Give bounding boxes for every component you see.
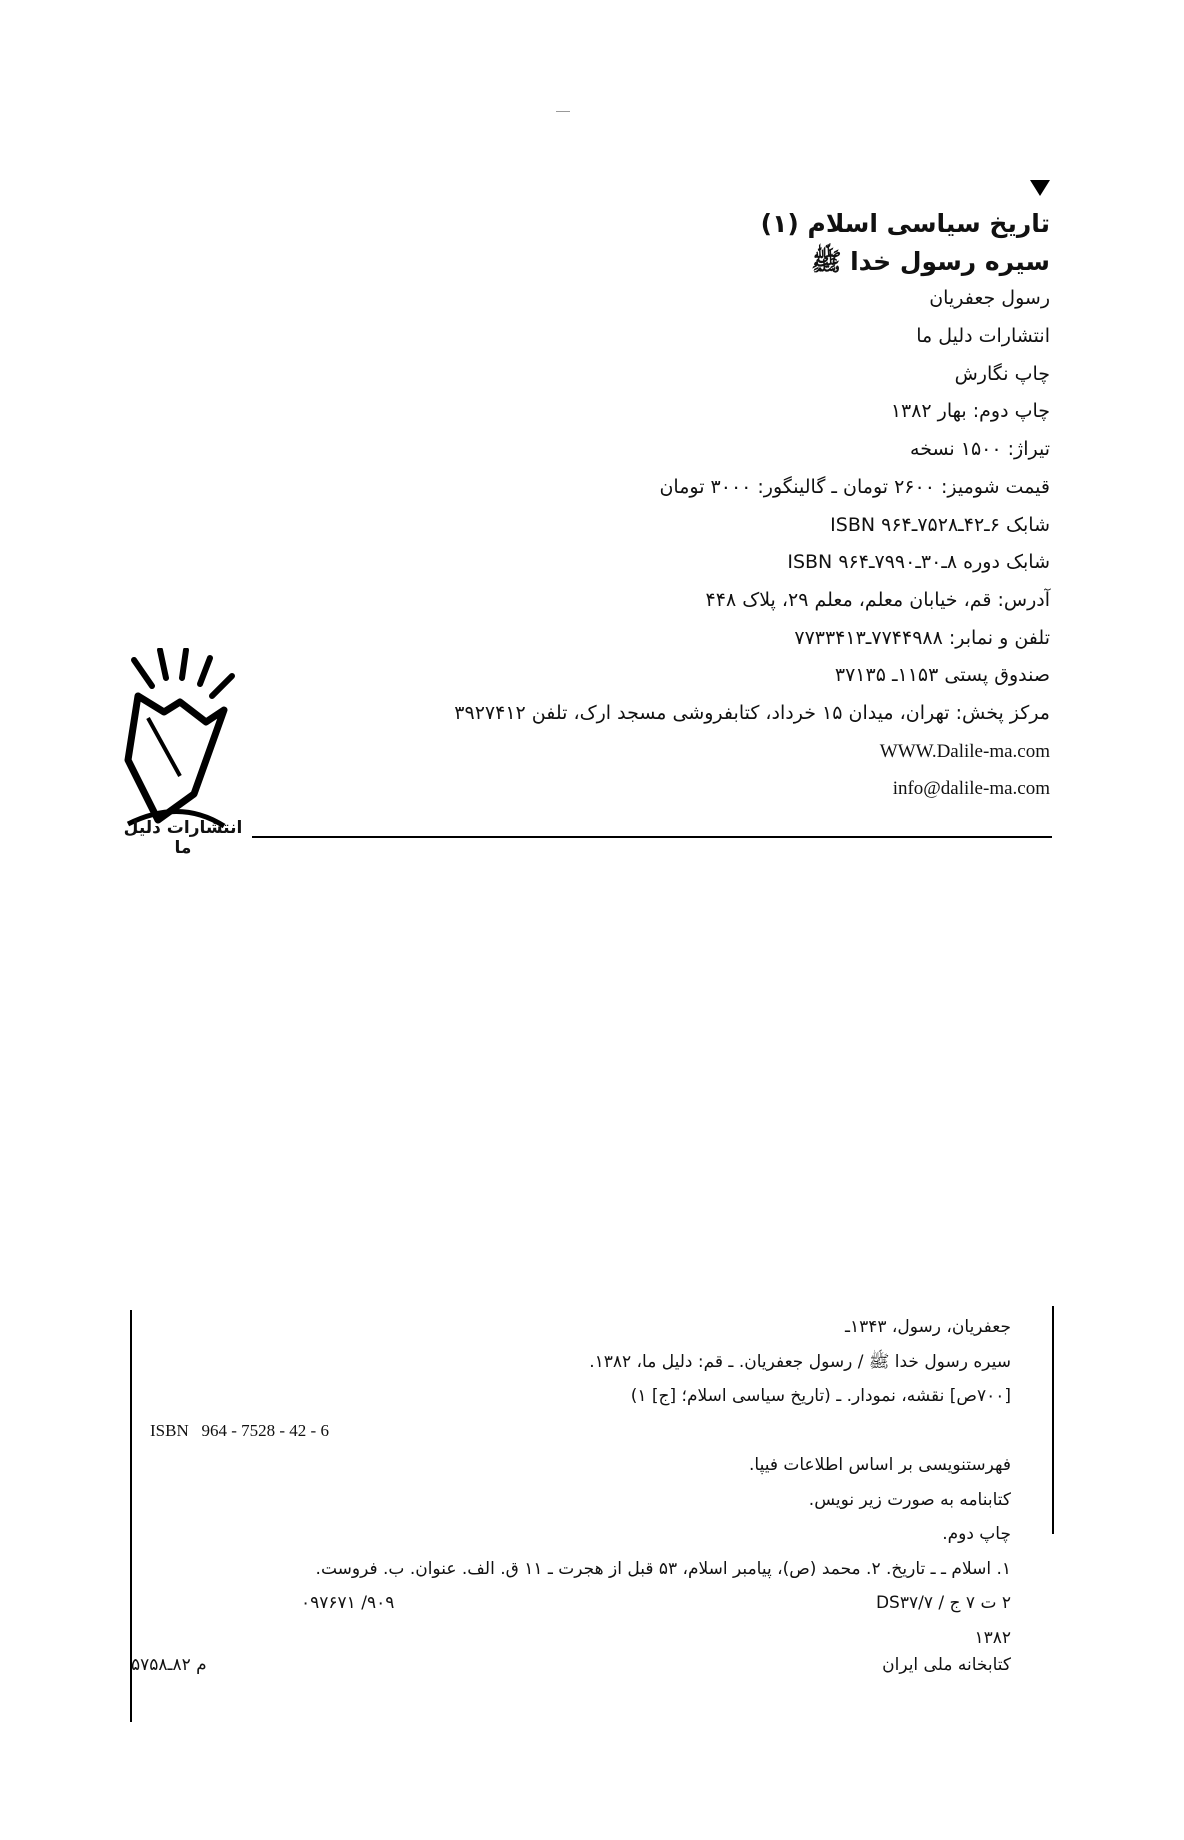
record-number: م ۸۲ـ۵۷۵۸	[131, 1655, 207, 1675]
book-title: تاریخ سیاسی اسلام (۱)	[760, 209, 1050, 238]
isbn-volume: شابک ۶ـ۴۲ـ۷۵۲۸ـ۹۶۴ ISBN	[830, 513, 1050, 536]
printer: چاپ نگارش	[954, 362, 1050, 385]
distribution-center: مرکز پخش: تهران، میدان ۱۵ خرداد، کتابفروشی مسجد ارک، تلفن ۳۹۲۷۴۱۲	[454, 701, 1050, 724]
address: آدرس: قم، خیابان معلم، معلم ۲۹، پلاک ۴۴۸	[705, 588, 1050, 611]
phone: تلفن و نمابر: ۷۷۴۴۹۸۸ـ۷۷۳۳۴۱۳	[794, 626, 1050, 649]
email-link[interactable]: info@dalile-ma.com	[892, 778, 1050, 800]
catalog-subjects: ۱. اسلام ـ ـ تاریخ. ۲. محمد (ص)، پیامبر اسلام، ۵۳ قبل از هجرت ـ ۱۱ ق. الف. عنوان. ب. فروست.	[315, 1558, 1011, 1579]
print-run: تیراژ: ۱۵۰۰ نسخه	[910, 438, 1050, 461]
catalog-footer	[131, 1655, 1011, 1693]
catalog-right-rule	[1052, 1306, 1054, 1534]
author: رسول جعفریان	[929, 287, 1050, 310]
edition: چاپ دوم: بهار ۱۳۸۲	[890, 400, 1050, 423]
publication-details	[290, 205, 1050, 808]
national-library: کتابخانه ملی ایران	[882, 1655, 1011, 1675]
catalog-physical: [۷۰۰ص] نقشه، نمودار. ـ (تاریخ سیاسی اسلام؛ [ج] ۱)	[630, 1386, 1011, 1406]
triangle-marker-icon	[1030, 180, 1050, 196]
catalog-title: سیره رسول خدا ﷺ / رسول جعفریان. ـ قم: دلیل ما، ۱۳۸۲.	[589, 1351, 1011, 1372]
logo-caption: انتشارات دلیل ما	[123, 818, 243, 858]
price: قیمت شومیز: ۲۶۰۰ تومان ـ گالینگور: ۳۰۰۰ تومان	[659, 475, 1050, 498]
website-link[interactable]: WWW.Dalile-ma.com	[879, 740, 1050, 762]
po-box: صندوق پستی ۱۱۵۳ـ ۳۷۱۳۵	[834, 664, 1050, 687]
catalog-record	[131, 1310, 1011, 1693]
book-subtitle: سیره رسول خدا ﷺ	[811, 246, 1050, 276]
divider-line	[252, 836, 1052, 838]
lc-call-number: ۲ ت ۷ ج / DS۳۷/۷	[875, 1593, 1011, 1613]
catalog-year: ۱۳۸۲	[974, 1627, 1011, 1648]
catalog-call-numbers	[131, 1586, 1011, 1621]
catalog-bibliography-note: کتابنامه به صورت زیر نویس.	[808, 1489, 1011, 1510]
catalog-fipa-note: فهرستنویسی بر اساس اطلاعات فیپا.	[748, 1455, 1011, 1475]
catalog-edition-note: چاپ دوم.	[942, 1524, 1011, 1544]
catalog-author: جعفریان، رسول، ۱۳۴۳ـ	[845, 1317, 1011, 1337]
publisher: انتشارات دلیل ما	[916, 325, 1050, 348]
catalog-isbn: ISBN 964 - 7528 - 42 - 6	[150, 1421, 329, 1440]
dewey-call-number: ۹۰۹/ ۰۹۷۶۷۱	[301, 1593, 395, 1613]
scan-speck	[556, 111, 570, 112]
isbn-set: شابک دوره ۸ـ۳۰ـ۷۹۹۰ـ۹۶۴ ISBN	[787, 551, 1050, 574]
